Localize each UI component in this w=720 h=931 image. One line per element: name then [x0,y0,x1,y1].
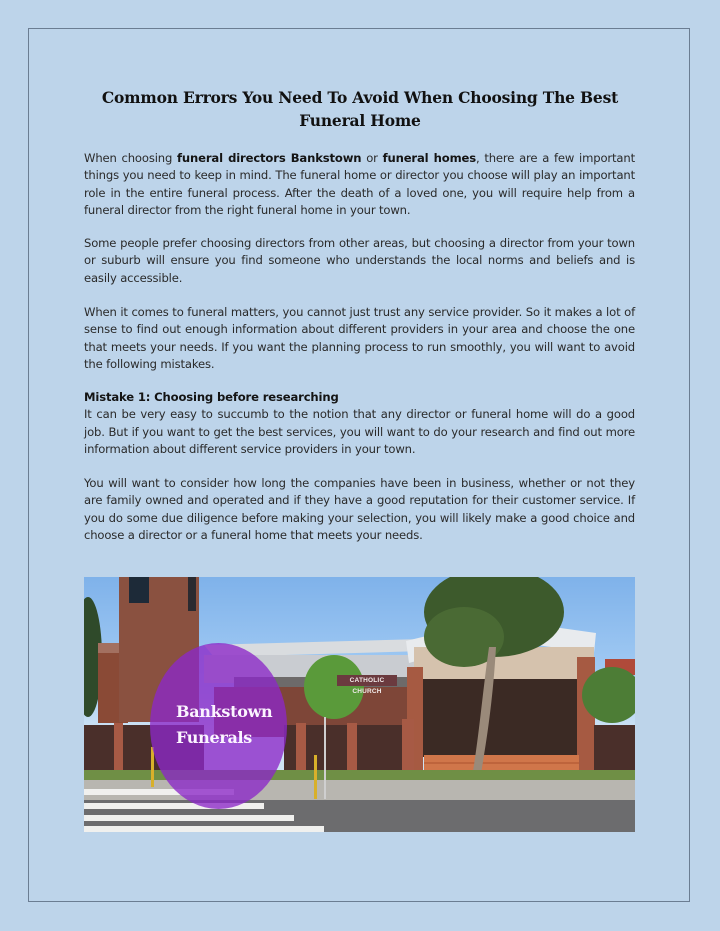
crosswalk-stripe-3 [84,815,294,821]
tower-window-left [129,577,149,603]
crosswalk-stripe-4 [84,826,324,832]
fence-pillar-4 [402,719,414,777]
mistake-1-section [84,389,635,458]
mistake-1-heading: Mistake 1: Choosing before researching [84,390,339,404]
intro-paragraph [84,150,635,219]
intro-middle: or [361,151,383,165]
paragraph-due-diligence: You will want to consider how long the companies have been in business, whether or not they are family owned and operated and if they have a good reputation for their customer service. If you do some due diligence before making your selection, you will likely make a good choice and choose a director or a funeral home that meets your needs. [84,476,635,542]
fence-pillar-3 [347,723,357,775]
keyword-funeral-directors-bankstown: funeral directors Bankstown [177,151,362,165]
portico-interior [423,679,577,757]
church-photo [84,577,635,832]
yellow-bollard-right [314,755,317,799]
paragraph-funeral-matters: When it comes to funeral matters, you cannot just trust any service provider. So it makes a lot of sense to find out enough information about different providers in your area and choose the one that meets your needs. If you want the planning process to run smoothly, you will want to avoid the following mistakes. [84,305,635,371]
brand-name-line-2: Funerals [176,728,253,747]
document-title [84,86,636,132]
mistake-1-text: It can be very easy to succumb to the notion that any director or funeral home will do a good job. But if you want to get the best services, you will want to do your research and find out more information about different service providers in your town. [84,407,635,456]
intro-rest: , there are a few important things you need to keep in mind. The funeral home or director you choose will play an important role in the entire funeral process. After the death of a loved one, you will require help from a funeral director from the right funeral home in your town. [84,151,635,217]
intro-prefix: When choosing [84,151,178,165]
fence-pillar-2 [296,723,306,775]
church-sign: CATHOLIC CHURCH [337,675,397,686]
fence-pillar-1 [114,723,123,773]
title-line-2: Funeral Home [299,111,421,130]
title-line-1: Common Errors You Need To Avoid When Choosing The Best [101,88,619,107]
tower-window-right [188,577,196,611]
keyword-funeral-homes: funeral homes [382,151,476,165]
street-sign-pole [324,717,326,799]
brand-name-line-1: Bankstown [176,702,273,721]
paragraph-local-directors: Some people prefer choosing directors from other areas, but choosing a director from your town or suburb will ensure you find someone who understands the local norms and beliefs and is easily accessible. [84,236,635,285]
brand-badge-text [176,699,272,751]
